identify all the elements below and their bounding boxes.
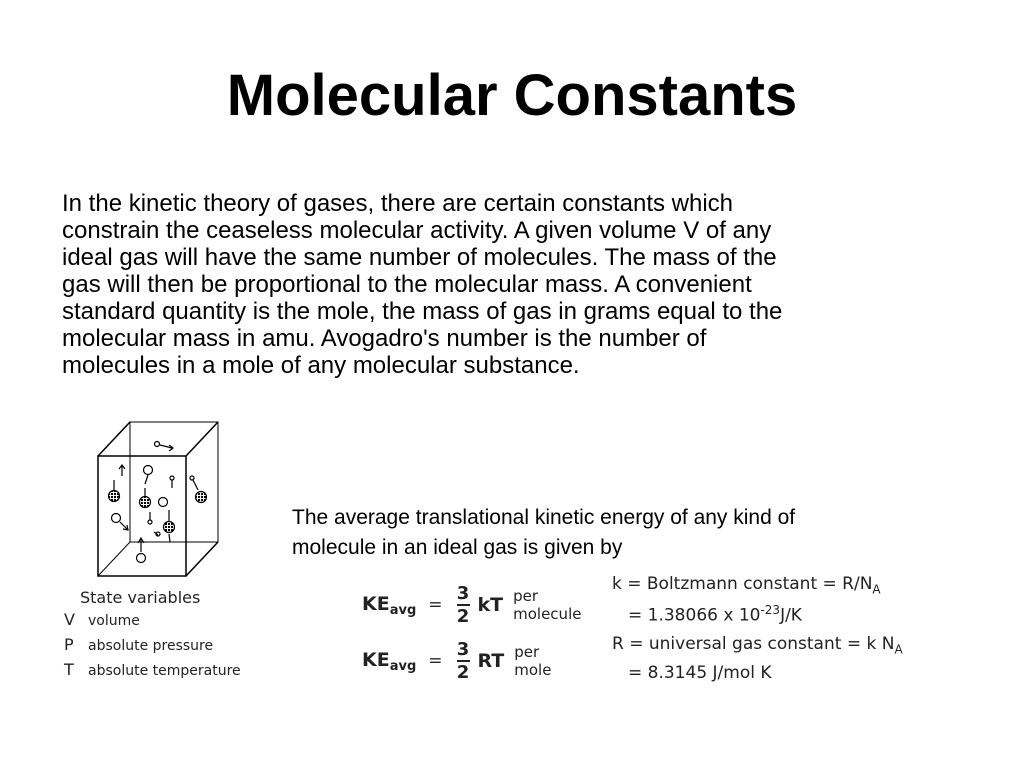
fraction-numerator: 3 <box>456 583 470 604</box>
ke-per-mole-equation <box>362 640 551 682</box>
per-unit-label: per mole <box>514 643 552 679</box>
intro-line: constrain the ceaseless molecular activity. A given volume V of any <box>62 217 772 244</box>
boltzmann-constant-value: = 1.38066 x $10^{-23}J/K$ <box>628 603 802 626</box>
ke-symbol: $KE_{avg}$ <box>362 592 417 618</box>
intro-line: molecules in a mole of any molecular substance. <box>62 352 580 379</box>
intro-paragraph <box>62 190 967 379</box>
state-variables-heading: State variables <box>80 588 201 607</box>
intro-line: In the kinetic theory of gases, there are certain constants which <box>62 190 734 217</box>
ke-per-molecule-equation <box>362 584 581 626</box>
fraction-denominator: 2 <box>456 606 470 627</box>
equals-sign: = <box>428 595 443 615</box>
intro-line: ideal gas will have the same number of molecules. The mass of the <box>62 244 777 271</box>
intro-line: molecular mass in amu. Avogadro's number is the number of <box>62 325 707 352</box>
boltzmann-constant-definition: k = Boltzmann constant = $R/N_A$ <box>612 574 881 597</box>
slide-title: Molecular Constants <box>226 63 798 128</box>
state-variable-label: absolute temperature <box>88 663 241 679</box>
ke-symbol: $KE_{avg}$ <box>362 648 417 674</box>
per-unit-label: per molecule <box>513 587 582 623</box>
state-variables-legend <box>64 588 264 683</box>
state-variable-row <box>64 658 264 683</box>
three-halves-fraction <box>457 640 470 682</box>
state-variable-symbol: V <box>64 610 75 629</box>
intro-line: standard quantity is the mole, the mass of gas in grams equal to the <box>62 298 783 325</box>
state-variable-row <box>64 633 264 658</box>
state-variable-symbol: P <box>64 635 74 654</box>
equation-variable: RT <box>477 650 505 672</box>
equals-sign: = <box>428 651 443 671</box>
three-halves-fraction <box>457 584 470 626</box>
state-variable-label: absolute pressure <box>88 638 214 654</box>
state-variable-row <box>64 608 264 633</box>
fraction-numerator: 3 <box>456 639 470 660</box>
gas-molecules <box>109 442 207 563</box>
gas-constant-definition: R = universal gas constant = k $N_A$ <box>612 634 903 657</box>
state-variable-label: volume <box>88 613 140 629</box>
state-variable-symbol: T <box>64 660 74 679</box>
gas-constant-value: = 8.3145 J/mol K <box>628 663 772 683</box>
gas-container-illustration <box>90 418 225 584</box>
intro-line: gas will then be proportional to the molecular mass. A convenient <box>62 271 752 298</box>
caption-line: The average translational kinetic energy of any kind of <box>292 506 796 529</box>
fraction-denominator: 2 <box>456 662 470 683</box>
average-ke-caption <box>292 503 932 563</box>
caption-line: molecule in an ideal gas is given by <box>292 536 623 559</box>
equation-variable: kT <box>477 594 504 616</box>
